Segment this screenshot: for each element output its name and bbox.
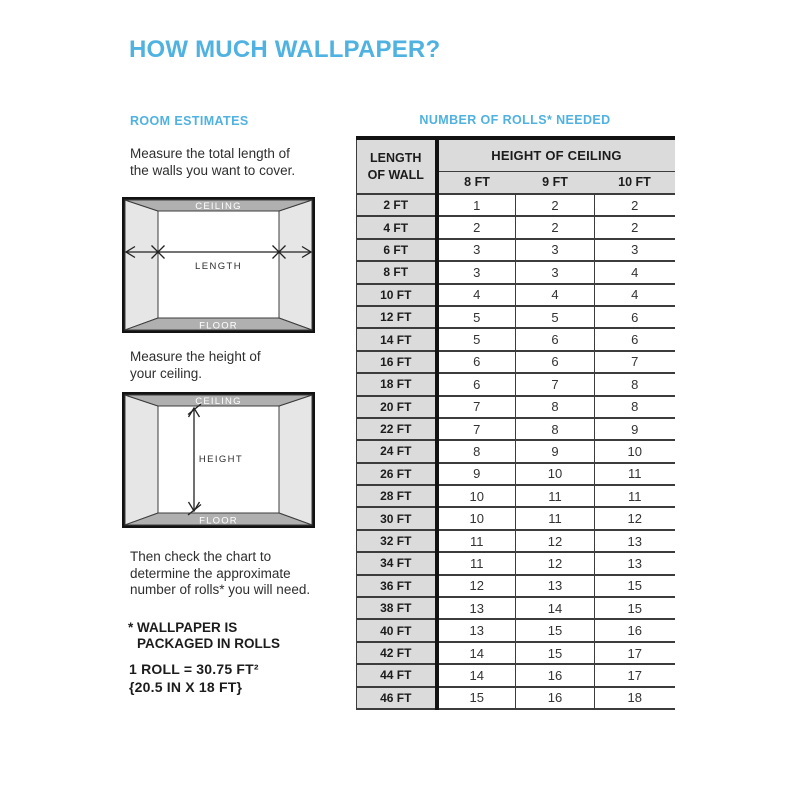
rolls-value-cell: 7	[437, 418, 516, 440]
wall-length-cell: 30 FT	[357, 507, 437, 529]
room-height-diagram-svg	[122, 392, 315, 528]
roll-dimensions-line: {20.5 IN X 18 FT}	[129, 678, 243, 695]
wall-length-cell: 6 FT	[357, 239, 437, 261]
table-row	[357, 463, 675, 485]
wall-length-cell: 12 FT	[357, 306, 437, 328]
table-row	[357, 530, 675, 552]
floor-label: FLOOR	[199, 515, 238, 527]
length-of-wall-header: LENGTH OF WALL	[357, 138, 437, 194]
rolls-value-cell: 2	[516, 216, 595, 238]
table-row	[357, 507, 675, 529]
wall-length-cell: 46 FT	[357, 687, 437, 709]
rolls-value-cell: 6	[595, 306, 675, 328]
wall-length-cell: 40 FT	[357, 619, 437, 641]
rolls-value-cell: 7	[516, 373, 595, 395]
column-header-10ft: 10 FT	[595, 171, 675, 194]
table-row	[357, 373, 675, 395]
rolls-value-cell: 15	[516, 642, 595, 664]
right-wall	[279, 395, 312, 525]
wall-length-cell: 34 FT	[357, 552, 437, 574]
table-row	[357, 552, 675, 574]
rolls-value-cell: 5	[437, 328, 516, 350]
rolls-value-cell: 2	[595, 194, 675, 216]
rolls-value-cell: 2	[595, 216, 675, 238]
rolls-value-cell: 12	[516, 530, 595, 552]
rolls-value-cell: 15	[595, 575, 675, 597]
table-row	[357, 216, 675, 238]
rolls-value-cell: 9	[437, 463, 516, 485]
table-row	[357, 575, 675, 597]
wall-length-cell: 26 FT	[357, 463, 437, 485]
rolls-value-cell: 7	[595, 351, 675, 373]
rolls-value-cell: 1	[437, 194, 516, 216]
rolls-value-cell: 6	[516, 328, 595, 350]
rolls-value-cell: 9	[595, 418, 675, 440]
table-header-row-1	[357, 138, 675, 171]
rolls-value-cell: 14	[516, 597, 595, 619]
roll-size-info	[129, 661, 259, 696]
table-row	[357, 306, 675, 328]
rolls-needed-table	[356, 136, 675, 710]
rolls-value-cell: 8	[516, 396, 595, 418]
rolls-footnote	[128, 620, 280, 652]
rolls-value-cell: 13	[437, 597, 516, 619]
wall-length-cell: 44 FT	[357, 664, 437, 686]
rolls-value-cell: 3	[595, 239, 675, 261]
rolls-value-cell: 14	[437, 664, 516, 686]
wall-length-cell: 42 FT	[357, 642, 437, 664]
wall-length-cell: 22 FT	[357, 418, 437, 440]
length-label: LENGTH	[195, 261, 242, 272]
rolls-needed-heading: NUMBER OF ROLLS* NEEDED	[419, 113, 611, 127]
rolls-value-cell: 4	[595, 284, 675, 306]
rolls-value-cell: 11	[595, 463, 675, 485]
rolls-value-cell: 17	[595, 664, 675, 686]
wall-length-cell: 36 FT	[357, 575, 437, 597]
column-header-8ft: 8 FT	[437, 171, 516, 194]
table-row	[357, 284, 675, 306]
instruction-measure-length: Measure the total length of the walls you want to cover.	[130, 146, 296, 178]
table-row	[357, 619, 675, 641]
ceiling-label: CEILING	[195, 201, 242, 212]
table-body	[357, 194, 675, 709]
table-row	[357, 485, 675, 507]
rolls-value-cell: 7	[437, 396, 516, 418]
rolls-value-cell: 6	[516, 351, 595, 373]
table-row	[357, 597, 675, 619]
table-row	[357, 687, 675, 709]
table-row	[357, 351, 675, 373]
rolls-value-cell: 8	[595, 396, 675, 418]
table-row	[357, 328, 675, 350]
rolls-value-cell: 13	[437, 619, 516, 641]
rolls-value-cell: 10	[437, 485, 516, 507]
rolls-value-cell: 11	[595, 485, 675, 507]
rolls-value-cell: 8	[516, 418, 595, 440]
wall-length-cell: 16 FT	[357, 351, 437, 373]
rolls-value-cell: 12	[595, 507, 675, 529]
room-length-diagram-svg	[122, 197, 315, 333]
table-row	[357, 194, 675, 216]
ceiling-label: CEILING	[195, 396, 242, 407]
rolls-value-cell: 13	[595, 552, 675, 574]
right-wall	[279, 200, 312, 330]
rolls-value-cell: 16	[516, 664, 595, 686]
room-height-diagram	[122, 392, 315, 528]
table-row	[357, 396, 675, 418]
column-header-9ft: 9 FT	[516, 171, 595, 194]
wall-length-cell: 4 FT	[357, 216, 437, 238]
wall-length-cell: 8 FT	[357, 261, 437, 283]
room-estimates-heading: ROOM ESTIMATES	[130, 114, 249, 128]
rolls-value-cell: 6	[437, 351, 516, 373]
wall-length-cell: 28 FT	[357, 485, 437, 507]
rolls-value-cell: 15	[437, 687, 516, 709]
rolls-value-cell: 10	[516, 463, 595, 485]
rolls-value-cell: 8	[437, 440, 516, 462]
rolls-value-cell: 11	[516, 507, 595, 529]
rolls-value-cell: 3	[437, 261, 516, 283]
wall-length-cell: 10 FT	[357, 284, 437, 306]
rolls-value-cell: 4	[516, 284, 595, 306]
rolls-value-cell: 18	[595, 687, 675, 709]
wall-length-cell: 14 FT	[357, 328, 437, 350]
rolls-value-cell: 12	[437, 575, 516, 597]
rolls-value-cell: 16	[595, 619, 675, 641]
rolls-value-cell: 3	[516, 261, 595, 283]
rolls-value-cell: 3	[516, 239, 595, 261]
rolls-value-cell: 2	[437, 216, 516, 238]
rolls-value-cell: 11	[437, 552, 516, 574]
rolls-value-cell: 11	[516, 485, 595, 507]
rolls-value-cell: 10	[437, 507, 516, 529]
page-title: HOW MUCH WALLPAPER?	[129, 36, 441, 63]
instruction-check-chart: Then check the chart to determine the approximate number of rolls* you will need.	[130, 549, 311, 597]
rolls-value-cell: 16	[516, 687, 595, 709]
roll-area-line: 1 ROLL = 30.75 FT²	[129, 661, 259, 677]
rolls-value-cell: 4	[437, 284, 516, 306]
wall-length-cell: 32 FT	[357, 530, 437, 552]
instruction-measure-height: Measure the height of your ceiling.	[130, 349, 261, 381]
table-row	[357, 642, 675, 664]
rolls-value-cell: 5	[516, 306, 595, 328]
rolls-value-cell: 15	[516, 619, 595, 641]
rolls-value-cell: 9	[516, 440, 595, 462]
rolls-value-cell: 6	[437, 373, 516, 395]
rolls-value-cell: 10	[595, 440, 675, 462]
wall-length-cell: 20 FT	[357, 396, 437, 418]
rolls-value-cell: 15	[595, 597, 675, 619]
rolls-value-cell: 4	[595, 261, 675, 283]
rolls-value-cell: 2	[516, 194, 595, 216]
rolls-value-cell: 3	[437, 239, 516, 261]
wall-length-cell: 38 FT	[357, 597, 437, 619]
wall-length-cell: 2 FT	[357, 194, 437, 216]
rolls-footnote-line2: PACKAGED IN ROLLS	[137, 636, 281, 651]
rolls-value-cell: 14	[437, 642, 516, 664]
table-row	[357, 418, 675, 440]
rolls-value-cell: 6	[595, 328, 675, 350]
rolls-value-cell: 12	[516, 552, 595, 574]
room-length-diagram	[122, 197, 315, 333]
height-label: HEIGHT	[198, 454, 244, 465]
table-row	[357, 261, 675, 283]
table-row	[357, 440, 675, 462]
rolls-value-cell: 17	[595, 642, 675, 664]
left-wall	[125, 395, 158, 525]
rolls-value-cell: 11	[437, 530, 516, 552]
rolls-footnote-line1: * WALLPAPER IS	[128, 620, 238, 635]
wall-length-cell: 24 FT	[357, 440, 437, 462]
left-wall	[125, 200, 158, 330]
rolls-value-cell: 8	[595, 373, 675, 395]
rolls-value-cell: 13	[516, 575, 595, 597]
table-row	[357, 239, 675, 261]
height-of-ceiling-header: HEIGHT OF CEILING	[437, 138, 675, 171]
floor-label: FLOOR	[199, 320, 238, 332]
wall-length-cell: 18 FT	[357, 373, 437, 395]
table-row	[357, 664, 675, 686]
rolls-value-cell: 5	[437, 306, 516, 328]
rolls-value-cell: 13	[595, 530, 675, 552]
